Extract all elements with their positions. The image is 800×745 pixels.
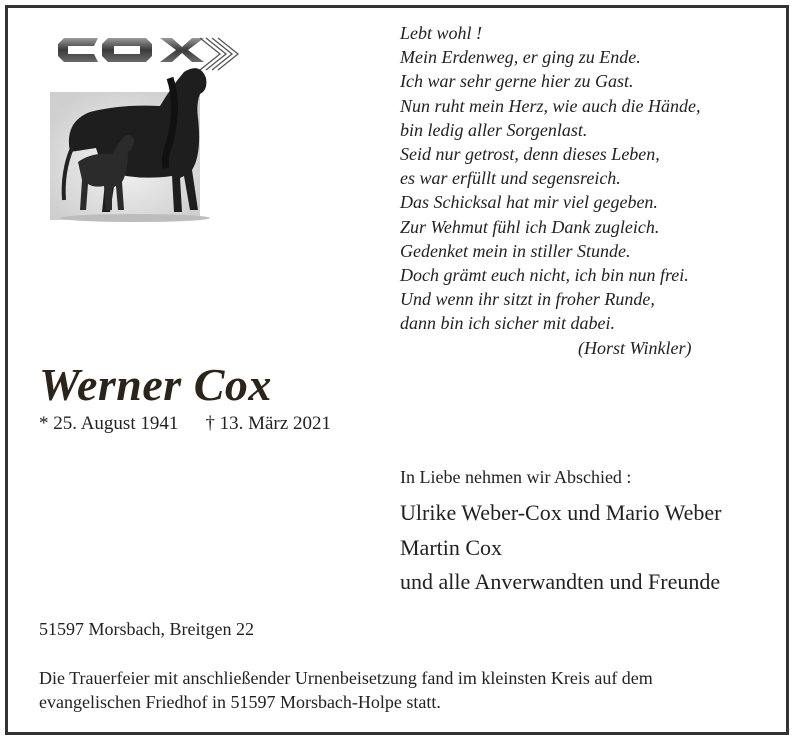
- mourners-list: [400, 496, 721, 600]
- poem-line: Mein Erdenweg, er ging zu Ende.: [400, 47, 641, 68]
- poem-line: Seid nur getrost, denn dieses Leben,: [400, 144, 660, 165]
- mourner-entry: und alle Anverwandten und Freunde: [400, 569, 721, 594]
- poem-author: (Horst Winkler): [578, 337, 692, 358]
- poem-line: Und wenn ihr sitzt in froher Runde,: [400, 289, 655, 310]
- funeral-notice: Die Trauerfeier mit anschließender Urnenbeisetzung fand im kleinsten Kreis auf dem evangelischen Friedhof in 51597 Morsbach-Holpe statt.: [39, 668, 653, 712]
- poem-line: Das Schicksal hat mir viel gegeben.: [400, 192, 658, 213]
- birth-date: * 25. August 1941: [39, 413, 179, 434]
- poem: [400, 21, 700, 360]
- mourner-entry: Martin Cox: [400, 534, 503, 560]
- poem-line: Gedenket mein in stiller Stunde.: [400, 240, 631, 261]
- farewell-intro: In Liebe nehmen wir Abschied :: [400, 467, 632, 487]
- death-date: † 13. März 2021: [205, 413, 331, 434]
- mourner-entry: Ulrike Weber-Cox und Mario Weber: [400, 500, 722, 525]
- poem-line: dann bin ich sicher mit dabei.: [400, 313, 615, 334]
- life-dates: [39, 413, 331, 435]
- poem-line: bin ledig aller Sorgenlast.: [400, 119, 588, 140]
- cox-horse-logo: [50, 30, 260, 225]
- poem-line: es war erfüllt und segensreich.: [400, 168, 621, 189]
- poem-line: Ich war sehr gerne hier zu Gast.: [400, 71, 634, 92]
- poem-line: Lebt wohl !: [400, 23, 483, 43]
- poem-line: Zur Wehmut fühl ich Dank zugleich.: [400, 216, 660, 237]
- poem-line: Doch grämt euch nicht, ich bin nun frei.: [400, 265, 689, 286]
- address: 51597 Morsbach, Breitgen 22: [39, 619, 254, 639]
- deceased-name: Werner Cox: [39, 359, 272, 410]
- poem-line: Nun ruht mein Herz, wie auch die Hände,: [400, 95, 701, 116]
- logo-block: [50, 30, 260, 225]
